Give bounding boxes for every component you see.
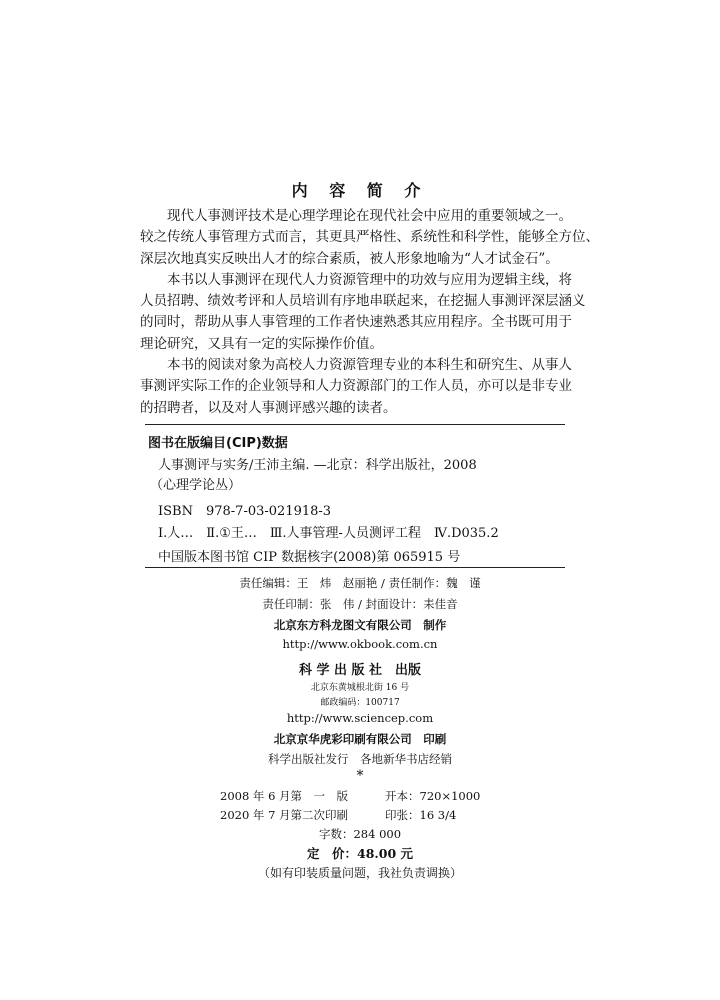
cip-bottom-rule	[145, 567, 565, 568]
cip-header: 图书在版编目(CIP)数据	[148, 436, 288, 451]
publisher-postcode: 邮政编码：100717	[320, 698, 400, 708]
printing-credit: 责任印制：张 伟 / 封面设计：耒佳音	[262, 597, 458, 611]
cip-series-line: （心理学论丛）	[150, 478, 242, 493]
summary-line: 本书以人事测评在现代人力资源管理中的功效与应用为逻辑主线，将	[140, 271, 572, 288]
printer-credit: 北京京华虎彩印刷有限公司 印刷	[273, 732, 447, 746]
summary-line: 深层次地真实反映出人才的综合素质，被人形象地喻为“人才试金石”。	[140, 250, 559, 267]
summary-title: 内 容 简 介	[291, 181, 429, 200]
summary-line: 的招聘者，以及对人事测评感兴趣的读者。	[140, 399, 397, 416]
sheets-line: 印张：16 3/4	[385, 808, 457, 822]
cip-classification: Ⅰ.人… Ⅱ.①王… Ⅲ.人事管理-人员测评工程 Ⅳ.D035.2	[158, 526, 499, 541]
edition-line: 2008 年 6 月第 一 版	[220, 789, 349, 803]
cip-record-number: 中国版本图书馆 CIP 数据核字(2008)第 065915 号	[158, 550, 461, 565]
publisher-url: http://www.sciencep.com	[286, 711, 434, 725]
summary-line: 的同时，帮助从事人事管理的工作者快速熟悉其应用程序。全书既可用于	[140, 314, 572, 331]
publisher-address: 北京东黄城根北街 16 号	[310, 683, 410, 693]
separator-star: *	[356, 768, 364, 784]
quality-note: （如有印装质量问题，我社负责调换）	[257, 866, 462, 880]
summary-body	[140, 206, 599, 419]
distribution-credit: 科学出版社发行 各地新华书店经销	[268, 752, 452, 766]
summary-line: 较之传统人事管理方式而言，其更具严格性、系统性和科学性，能够全方位、	[140, 229, 599, 246]
price-line: 定 价：48.00 元	[307, 846, 413, 861]
producer-credit: 北京东方科龙图文有限公司 制作	[273, 618, 447, 632]
summary-line: 人员招聘、绩效考评和人员培训有序地串联起来，在挖掘人事测评深层涵义	[140, 293, 586, 310]
format-line: 开本：720×1000	[385, 789, 481, 803]
publisher-credit: 科 学 出 版 社 出版	[298, 663, 422, 678]
cip-top-rule	[145, 424, 565, 425]
summary-line: 事测评实际工作的企业领导和人力资源部门的工作人员，亦可以是非专业	[140, 378, 572, 395]
cip-title-line: 人事测评与实务/王沛主编. —北京：科学出版社，2008	[158, 458, 477, 473]
word-count: 字数：284 000	[318, 827, 402, 841]
summary-line: 理论研究，又具有一定的实际操作价值。	[140, 335, 383, 352]
summary-line: 本书的阅读对象为高校人力资源管理专业的本科生和研究生、从事人	[140, 357, 572, 374]
editors-credit: 责任编辑：王 炜 赵丽艳 / 责任制作：魏 谨	[239, 576, 481, 590]
impression-line: 2020 年 7 月第二次印刷	[220, 808, 349, 822]
producer-url: http://www.okbook.com.cn	[282, 637, 438, 651]
summary-line: 现代人事测评技术是心理学理论在现代社会中应用的重要领域之一。	[140, 208, 572, 224]
cip-isbn: ISBN 978-7-03-021918-3	[158, 504, 332, 519]
